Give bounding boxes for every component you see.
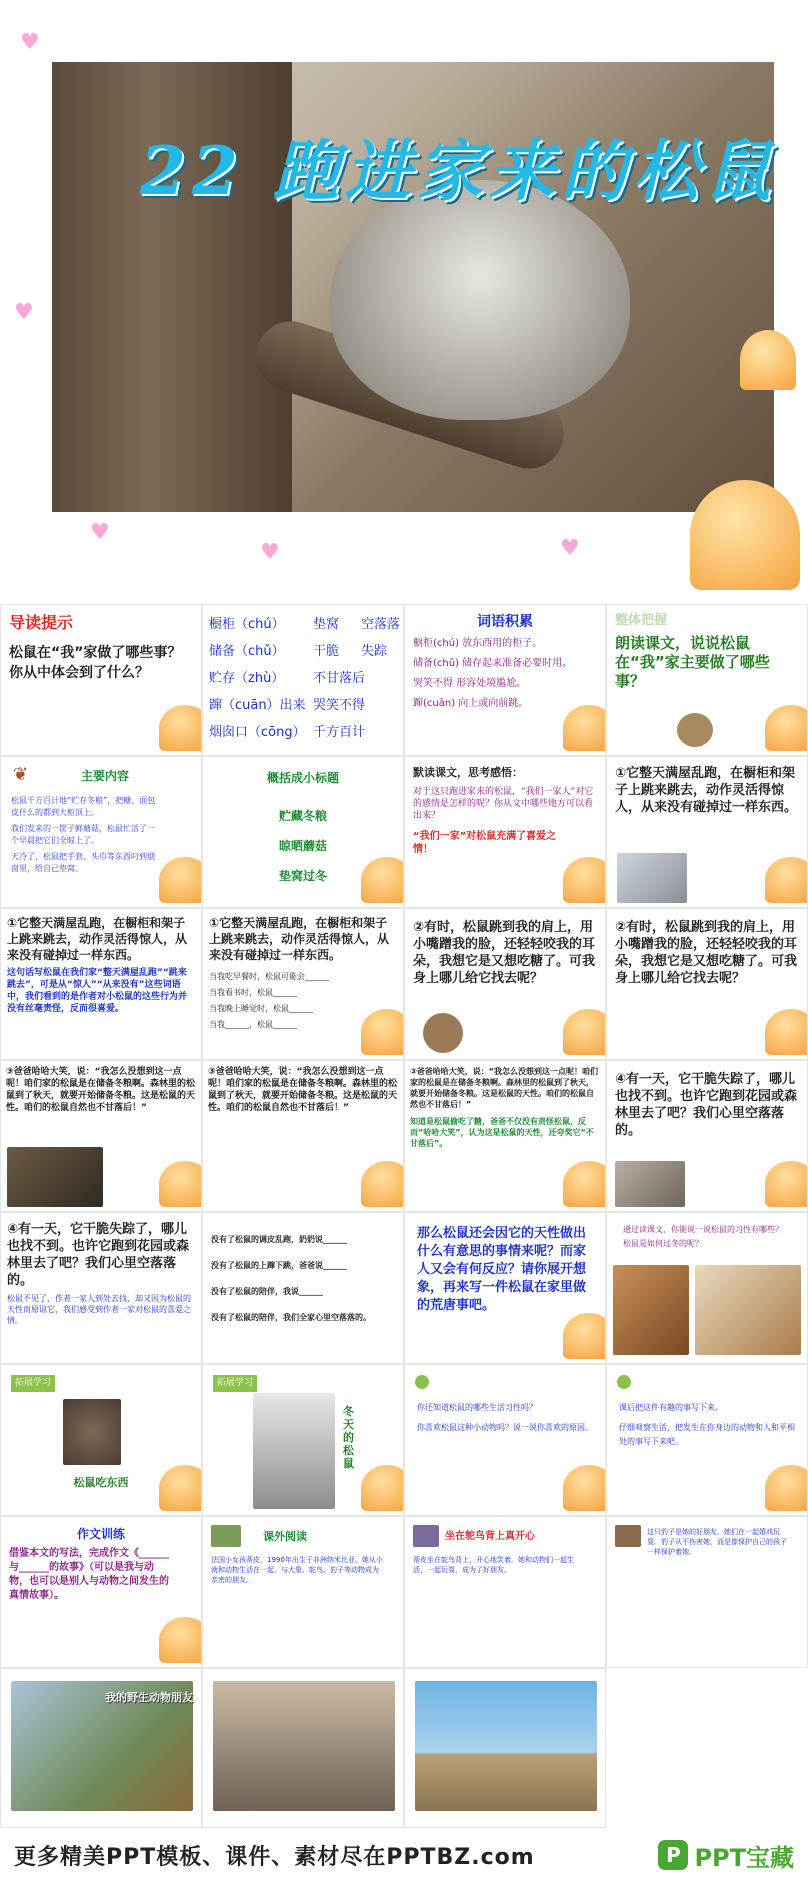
vocab-line: 蹿(cuān) 向上或向前跳。 <box>413 698 529 709</box>
brand-name: PPT宝藏 <box>694 1843 794 1872</box>
slide-heading: 词语积累 <box>477 614 533 630</box>
slide-thumbnail[interactable] <box>606 604 808 756</box>
mushroom-icon <box>563 705 606 751</box>
word-item: 橱柜（chú） <box>209 617 285 632</box>
slide-heading: 导读提示 <box>9 613 74 632</box>
footer-text: 更多精美PPT模板、课件、素材尽在PPTBZ.com <box>14 1844 535 1870</box>
word-item: 千方百计 <box>313 725 366 740</box>
mushroom-icon <box>563 1465 606 1511</box>
squirrel-photo <box>617 853 687 903</box>
book-icon <box>211 1525 241 1547</box>
slide-body: ①它整天满屋乱跑，在橱柜和架子上跳来跳去，动作灵活得惊人，从来没有碰掉过一样东西。 <box>7 916 188 962</box>
brand-logo[interactable] <box>658 1838 794 1873</box>
slide-thumbnail[interactable] <box>606 1516 808 1668</box>
slide-body: ①它整天满屋乱跑，在橱柜和架子上跳来跳去，动作灵活得惊人，从来没有碰掉过一样东西。 <box>209 916 390 962</box>
squirrel-diagram <box>613 1265 689 1355</box>
slide-body: 对于这只跑进家来的松鼠，“我们一家人”对它的感情是怎样的呢？你从文中哪些地方可以看出来？ <box>413 787 594 821</box>
question-line: 松鼠是如何过冬的呢？ <box>623 1239 703 1248</box>
mushroom-icon <box>765 1161 808 1207</box>
slide-body <box>211 1227 395 1331</box>
photo-icon <box>413 1525 439 1547</box>
slide-heading: 课外阅读 <box>263 1530 307 1543</box>
bullet-item: 松鼠千方百计地“贮存冬粮”，把糖、面包皮什么的都到大柜顶上。 <box>11 796 156 817</box>
heart-icon: ♥ <box>20 30 40 55</box>
footer-banner <box>0 1833 808 1877</box>
slide-thumbnail[interactable] <box>0 1060 202 1212</box>
vocab-line: 储备(chǔ) 储存起来准备必要时用。 <box>413 658 573 669</box>
slide-note: 这句话写松鼠在我们家“整天满屋乱跑”“跳来跳去”，可是从“惊人”“从来没有”这些词语中，我们看到的是作者对小松鼠的这些行为并没有丝毫责怪，反而很喜爱。 <box>7 968 188 1014</box>
mushroom-icon <box>563 1161 606 1207</box>
slide-thumbnail[interactable] <box>404 1212 606 1364</box>
vocab-line: 橱柜(chú) 放东西用的柜子。 <box>413 638 543 649</box>
vocab-line: 哭笑不得 形容处境尴尬。 <box>413 678 527 689</box>
mushroom-icon <box>159 1161 202 1207</box>
slide-thumbnail[interactable] <box>606 908 808 1060</box>
slide-thumbnail[interactable] <box>202 756 404 908</box>
heart-icon: ♥ <box>560 536 580 561</box>
mushroom-icon <box>361 1009 404 1055</box>
question-line: 你还知道松鼠的哪些生活习性吗？ <box>417 1403 537 1412</box>
slide-thumbnail[interactable] <box>404 604 606 756</box>
slide-thumbnail[interactable] <box>0 1668 202 1828</box>
fill-line: 当我吃早餐时，松鼠可能会______ <box>209 972 329 981</box>
fill-line: 没有了松鼠的上蹿下跳，爸爸说______ <box>211 1261 347 1270</box>
title-slide <box>0 0 808 602</box>
slide-heading: 拓展学习 <box>213 1375 257 1392</box>
question-line: 你喜欢松鼠这种小动物吗？说一说你喜欢的原因。 <box>417 1423 593 1432</box>
word-item: 蹿（cuān）出来 <box>209 698 306 713</box>
slide-caption: 冬天的松鼠 <box>343 1405 354 1470</box>
fill-line: 没有了松鼠的陪伴，我说______ <box>211 1287 323 1296</box>
chipmunk-photo <box>7 1147 103 1207</box>
slide-body: ③爸爸哈哈大笑，说：“我怎么没想到这一点呢！咱们家的松鼠是在储备冬粮啊。森林里的松鼠到了秋天，就要开始储备冬粮。这是松鼠的天性。咱们的松鼠自然也不甘落后！” <box>410 1067 599 1109</box>
mushroom-icon <box>361 1465 404 1511</box>
slide-body: ②有时，松鼠跳到我的肩上，用小嘴蹭我的脸，还轻轻咬我的耳朵，我想它是又想吃糖了。可我身上哪儿给它找去呢？ <box>615 920 798 986</box>
word-item: 烟囱口（cōng） <box>209 725 306 740</box>
word-list <box>209 611 309 746</box>
mushroom-icon <box>740 330 796 390</box>
mushroom-icon <box>765 1465 808 1511</box>
mushroom-icon <box>563 1009 606 1055</box>
slide-caption: 松鼠吃东西 <box>73 1476 129 1489</box>
word-item: 干脆 <box>313 644 340 659</box>
word-list <box>313 611 365 746</box>
slide-body <box>623 1223 799 1251</box>
brand-mark-icon: P <box>658 1840 688 1870</box>
heart-icon: ♥ <box>90 520 110 545</box>
mushroom-icon <box>361 1161 404 1207</box>
slide-body: ②有时，松鼠跳到我的肩上，用小嘴蹭我的脸，还轻轻咬我的耳朵，我想它是又想吃糖了。可我身上哪儿给它找去呢？ <box>413 920 596 986</box>
mushroom-icon <box>690 480 800 590</box>
slide-body: ①它整天满屋乱跑，在橱柜和架子上跳来跳去，动作灵活得惊人，从来没有碰掉过一样东西。 <box>615 766 798 815</box>
fill-line: 没有了松鼠的调皮乱跑，奶奶说______ <box>211 1235 347 1244</box>
question-line: 通过读课文，你能说一说松鼠的习性有哪些？ <box>623 1225 783 1234</box>
mushroom-icon <box>159 857 202 903</box>
slide-thumbnail[interactable] <box>606 1060 808 1212</box>
word-item: 储备（chǔ） <box>209 644 285 659</box>
fill-line: 当我看书时，松鼠______ <box>209 988 297 997</box>
slide-body <box>413 634 597 714</box>
deer-icon: ❦ <box>13 764 29 785</box>
heart-icon: ♥ <box>260 540 280 565</box>
burrow-diagram <box>695 1265 801 1355</box>
slide-thumbnail[interactable] <box>404 1060 606 1212</box>
question-line: 仔细观察生活，把发生在你身边的动物和人和平相处的事写下来吧。 <box>619 1423 795 1446</box>
slide-thumbnail[interactable] <box>0 1212 202 1364</box>
bullet-icon <box>617 1375 631 1389</box>
word-item: 贮存（zhù） <box>209 671 285 686</box>
girl-crocodile-photo <box>415 1681 597 1811</box>
photo-icon <box>615 1525 641 1547</box>
slide-thumbnail[interactable] <box>202 1364 404 1516</box>
bullet-icon <box>415 1375 429 1389</box>
slide-body: 借鉴本文的写法，完成作文《______与______的故事》（可以是我与动物，也可以是别人与动物之间发生的真情故事）。 <box>9 1548 169 1601</box>
heart-icon: ♥ <box>14 300 34 325</box>
mushroom-icon <box>765 705 808 751</box>
bullet-item: 天冷了，松鼠把手套、头巾等东西叼到烟囱里，给自己垫窝。 <box>11 852 155 873</box>
slide-note: 知道是松鼠偷吃了糖，爸爸不仅没有责怪松鼠，反而“哈哈大笑”，认为这是松鼠的天性，还夸奖它“不甘落后”。 <box>410 1117 594 1148</box>
mushroom-icon <box>765 857 808 903</box>
slide-body: 这只豹子是她的好朋友，她们在一起嬉戏玩耍。豹子从不伤害她，而是像保护自己的孩子一样保护着她。 <box>647 1528 787 1556</box>
word-item: 不甘落后 <box>313 671 366 686</box>
slide-body: 那么松鼠还会因它的天性做出什么有意思的事情来呢？而家人又会有何反应？请你展开想象，再来写一件松鼠在家里做的荒唐事吧。 <box>417 1226 587 1313</box>
slide-thumbnail[interactable] <box>404 1364 606 1516</box>
slide-heading: 概括成小标题 <box>266 771 339 785</box>
slide-heading: 默读课文，思考感悟： <box>413 766 523 779</box>
mushroom-icon <box>563 857 606 903</box>
slide-body: 松鼠在“我”家做了哪些事？你从中体会到了什么？ <box>9 645 182 681</box>
slide-thumbnail[interactable] <box>404 756 606 908</box>
slide-thumbnail[interactable] <box>202 1060 404 1212</box>
slide-note: 松鼠不见了，作者一家人到处去找，却又因为松鼠的天性而原谅它，我们感受到作者一家对松鼠的喜爱之情。 <box>7 1294 191 1325</box>
squirrel-icon <box>677 713 713 747</box>
word-item: 空落落 <box>361 617 401 632</box>
slide-body: 蒂皮坐在鸵鸟背上，开心地笑着。她和动物们一起生活，一起玩耍，成为了好朋友。 <box>413 1556 574 1574</box>
squirrel-icon <box>423 1013 463 1053</box>
word-item: 失踪 <box>361 644 388 659</box>
slide-heading: 主要内容 <box>81 769 130 783</box>
slide-thumbnail[interactable] <box>0 1516 202 1668</box>
word-item: 垫窝 <box>313 617 340 632</box>
word-item: 哭笑不得 <box>313 698 366 713</box>
mushroom-icon <box>159 705 202 751</box>
slide-thumbnail[interactable] <box>0 756 202 908</box>
slide-thumbnail[interactable] <box>606 756 808 908</box>
slide-thumbnail[interactable] <box>202 1516 404 1668</box>
subtitle-item: 贮藏冬粮 <box>278 809 327 823</box>
subtitle-item: 垫窝过冬 <box>278 869 327 883</box>
slide-thumbnail[interactable] <box>0 1364 202 1516</box>
slide-body: ④有一天，它干脆失踪了，哪儿也找不到。也许它跑到花园或森林里去了吧？我们心里空落落的。 <box>7 1222 190 1288</box>
mushroom-icon <box>159 1465 202 1511</box>
slide-thumbnail[interactable] <box>0 908 202 1060</box>
squirrel-photo <box>63 1399 121 1465</box>
slide-body: 法国小女孩蒂皮，1990年出生于非洲纳米比亚。她从小就和动物生活在一起，与大象、鸵鸟、豹子等动物成为亲密的朋友。 <box>211 1556 383 1584</box>
mushroom-icon <box>765 1009 808 1055</box>
slide-thumbnail[interactable] <box>606 1212 808 1364</box>
slide-thumbnail[interactable] <box>202 604 404 756</box>
slide-heading: 坐在鸵鸟背上真开心 <box>445 1531 535 1542</box>
question-line: 课后把这件有趣的事写下来。 <box>619 1403 723 1412</box>
slide-thumbnail[interactable] <box>404 1668 606 1828</box>
slide-body: ④有一天，它干脆失踪了，哪儿也找不到。也许它跑到花园或森林里去了吧？我们心里空落落的。 <box>615 1072 798 1138</box>
slide-title: 22 跑进家来的松鼠 <box>140 132 777 210</box>
slide-thumbnail[interactable] <box>404 1516 606 1668</box>
word-list <box>361 611 404 665</box>
bullet-item: 我们发来的一筐子鲜蘑菇，松鼠忙活了一个早晨把它们全晾上了。 <box>11 824 155 845</box>
slide-thumbnail[interactable] <box>202 908 404 1060</box>
squirrel-figure <box>330 180 630 420</box>
mushroom-icon <box>361 857 404 903</box>
fill-line: 当我晚上睡觉时，松鼠______ <box>209 1004 313 1013</box>
subtitle-item: 晾晒蘑菇 <box>278 839 327 853</box>
squirrel-photo <box>615 1161 685 1207</box>
slide-heading: 拓展学习 <box>11 1375 55 1392</box>
mushroom-icon <box>563 1313 606 1359</box>
slide-body <box>11 795 161 875</box>
slide-tag: 整体把握 <box>615 613 668 628</box>
slide-thumbnail[interactable] <box>202 1668 404 1828</box>
fill-line: 没有了松鼠的陪伴，我们全家心里空落落的。 <box>211 1313 371 1322</box>
fill-line: 当我______，松鼠______ <box>209 1020 297 1029</box>
slide-thumbnail[interactable] <box>202 1212 404 1364</box>
slide-heading: 作文训练 <box>76 1527 125 1541</box>
slide-thumbnail[interactable] <box>404 908 606 1060</box>
winter-squirrel-photo <box>253 1393 335 1509</box>
slide-thumbnail[interactable] <box>606 1364 808 1516</box>
girl-elephant-photo <box>213 1681 395 1811</box>
slide-body: ③爸爸哈哈大笑，说：“我怎么没想到这一点呢！咱们家的松鼠是在储备冬粮啊。森林里的松鼠到了秋天，就要开始储备冬粮。这是松鼠的天性。咱们的松鼠自然也不甘落后！” <box>6 1067 196 1113</box>
slide-body <box>417 1401 597 1435</box>
slide-body <box>619 1401 799 1449</box>
mushroom-icon <box>159 1617 202 1663</box>
slide-title: 我的野生动物朋友 <box>105 1691 193 1704</box>
slide-thumbnail[interactable] <box>0 604 202 756</box>
slide-answer: “我们一家”对松鼠充满了喜爱之情！ <box>413 831 557 855</box>
slide-body: ③爸爸哈哈大笑，说：“我怎么没想到这一点呢！咱们家的松鼠是在储备冬粮啊。森林里的松鼠到了秋天，就要开始储备冬粮。这是松鼠的天性。咱们的松鼠自然也不甘落后！” <box>208 1067 398 1113</box>
slide-body: 朗读课文，说说松鼠在“我”家主要做了哪些事？ <box>615 634 770 690</box>
